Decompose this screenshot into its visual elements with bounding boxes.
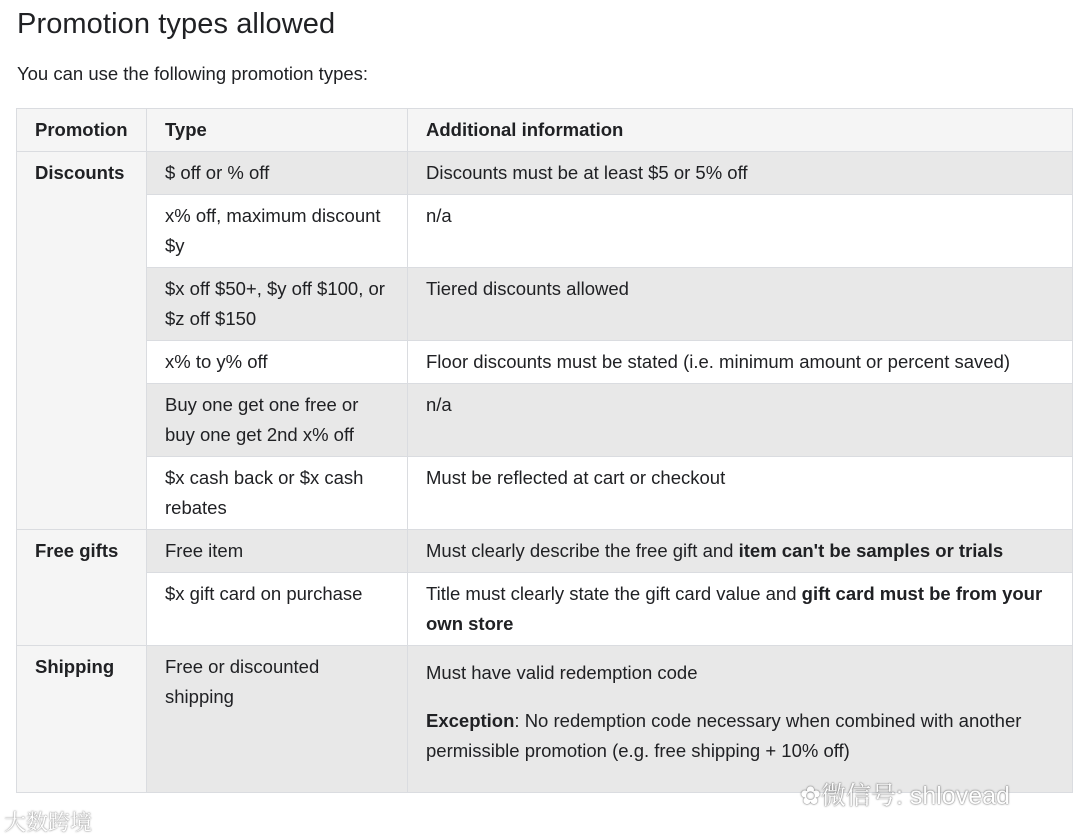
info-cell: n/a (408, 384, 1073, 457)
table-row (17, 384, 1073, 457)
table-row (17, 195, 1073, 268)
info-cell (408, 646, 1073, 793)
info-emphasis: item can't be samples or trials (738, 540, 1004, 561)
info-cell (408, 530, 1073, 573)
exception-text: : No redemption code necessary when combined with another permissible promotion (e.g. free shipping + 10% off) (426, 710, 1022, 761)
info-text: Must clearly describe the free gift and (426, 540, 739, 561)
type-cell: Free item (147, 530, 408, 573)
table-row (17, 341, 1073, 384)
type-cell: x% to y% off (147, 341, 408, 384)
watermark-right-text: 微信号: shlovead (820, 782, 1010, 810)
type-cell: Free or discounted shipping (147, 646, 408, 793)
exception-label: Exception (426, 710, 515, 731)
info-emphasis: gift card must be from your own store (426, 583, 1043, 634)
promotion-types-table (16, 108, 1073, 793)
info-cell: n/a (408, 195, 1073, 268)
table-row (17, 268, 1073, 341)
table-row (17, 646, 1073, 793)
info-cell (408, 573, 1073, 646)
watermark-left: 大数跨境 (4, 810, 93, 835)
category-free-gifts: Free gifts (17, 530, 147, 646)
category-shipping: Shipping (17, 646, 147, 793)
type-cell: $x gift card on purchase (147, 573, 408, 646)
header-type: Type (147, 109, 408, 152)
exception-note (426, 706, 1054, 766)
info-cell: Floor discounts must be stated (i.e. minimum amount or percent saved) (408, 341, 1073, 384)
watermark-right (800, 776, 1010, 812)
header-additional-information: Additional information (408, 109, 1073, 152)
table-row (17, 573, 1073, 646)
info-cell: Must be reflected at cart or checkout (408, 457, 1073, 530)
type-cell: x% off, maximum discount $y (147, 195, 408, 268)
table-row (17, 530, 1073, 573)
table-row (17, 457, 1073, 530)
type-cell: $x off $50+, $y off $100, or $z off $150 (147, 268, 408, 341)
category-discounts: Discounts (17, 152, 147, 530)
table-header-row (17, 109, 1073, 152)
info-text: Must have valid redemption code (426, 662, 698, 683)
info-cell: Discounts must be at least $5 or 5% off (408, 152, 1073, 195)
type-cell: $ off or % off (147, 152, 408, 195)
header-promotion: Promotion (17, 109, 147, 152)
type-cell: Buy one get one free or buy one get 2nd x% off (147, 384, 408, 457)
intro-text: You can use the following promotion types: (17, 63, 369, 84)
info-text: Title must clearly state the gift card value and (426, 583, 802, 604)
wechat-icon: ✿ (800, 782, 821, 810)
table-row (17, 152, 1073, 195)
page-title: Promotion types allowed (17, 8, 336, 40)
info-cell: Tiered discounts allowed (408, 268, 1073, 341)
type-cell: $x cash back or $x cash rebates (147, 457, 408, 530)
